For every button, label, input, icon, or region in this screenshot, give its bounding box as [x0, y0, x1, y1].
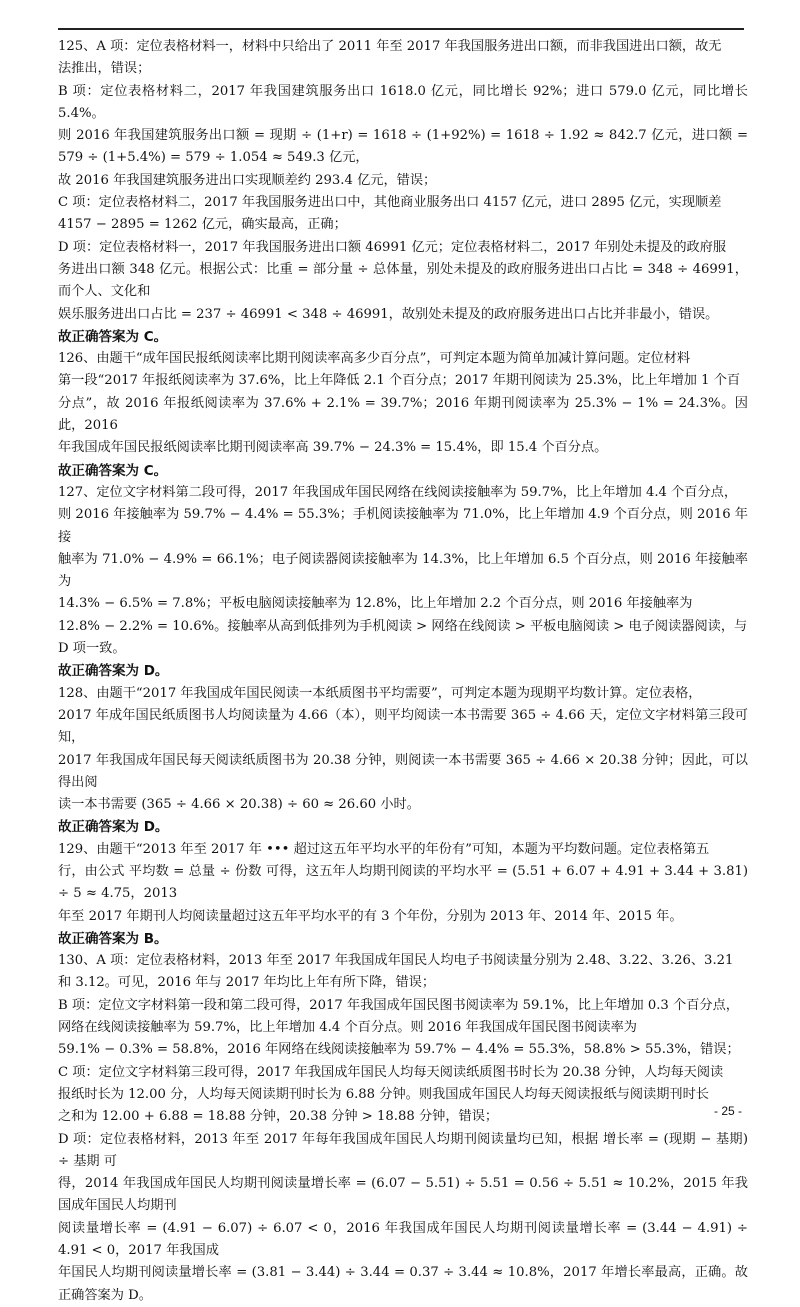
text-line: 读一本书需要 (365 ÷ 4.66 × 20.38) ÷ 60 ≈ 26.60 小时。 — [58, 797, 420, 813]
answer-line: 故正确答案为 C。 — [58, 462, 168, 479]
text-line: 阅读量增长率 = (4.91 − 6.07) ÷ 6.07 < 0，2016 年我国成年国民人均期刊阅读量增长率 = (3.44 − 4.91) ÷ 4.91 < 0，2017 年我国成 — [58, 1220, 748, 1259]
text-line: 务进出口额 348 亿元。根据公式：比重 = 部分量 ÷ 总体量，别处未提及的政府服务进出口占比 = 348 ÷ 46991，而个人、文化和 — [58, 261, 748, 300]
text-line: 2017 年成年国民纸质图书人均阅读量为 4.66（本），则平均阅读一本书需要 365 ÷ 4.66 天，定位文字材料第三段可知， — [58, 707, 748, 746]
text-line: 得，2014 年我国成年国民人均期刊阅读量增长率 = (6.07 − 5.51) ÷ 5.51 = 0.56 ÷ 5.51 ≈ 10.2%，2015 年我国成年国民人均期刊 — [58, 1176, 748, 1214]
text-line: 故 2016 年我国建筑服务进出口实现顺差约 293.4 亿元，错误； — [58, 172, 437, 188]
text-line: 网络在线阅读接触率为 59.7%，比上年增加 4.4 个百分点。则 2016 年我国成年国民图书阅读率为 — [58, 1020, 637, 1036]
text-line: 130、A 项：定位表格材料，2013 年至 2017 年我国成年国民人均电子书阅读量分别为 2.48、3.22、3.26、3.21 — [58, 953, 734, 969]
page-body — [58, 36, 748, 1307]
text-line: 行，由公式 平均数 = 总量 ÷ 份数 可得，这五年人均期刊阅读的平均水平 = (5.51 + 6.07 + 4.91 + 3.44 + 3.81) ÷ 5 ≈ 4.75，2013 — [58, 863, 748, 902]
text-line: 报纸时长为 12.00 分，人均每天阅读期刊时长为 6.88 分钟。则我国成年国民人均每天阅读报纸与阅读期刊时长 — [58, 1086, 709, 1102]
text-line: 12.8% − 2.2% = 10.6%。接触率从高到低排列为手机阅读 > 网络在线阅读 > 平板电脑阅读 > 电子阅读器阅读，与 — [58, 618, 748, 634]
text-line: D 项：定位表格材料一，2017 年我国服务进出口额 46991 亿元；定位表格材料二，2017 年别处未提及的政府服 — [58, 239, 727, 255]
text-line: 4157 − 2895 = 1262 亿元，确实最高，正确； — [58, 217, 347, 233]
text-line: C 项：定位文字材料第三段可得，2017 年我国成年国民人均每天阅读纸质图书时长为 20.38 分钟，人均每天阅读 — [58, 1064, 724, 1080]
page-number: - 25 - — [713, 1104, 742, 1118]
text-line: 年至 2017 年期刊人均阅读量超过这五年平均水平的有 3 个年份，分别为 2013 年、2014 年、2015 年。 — [58, 908, 683, 924]
text-line: D 项一致。 — [58, 641, 126, 657]
text-line: C 项：定位表格材料二，2017 年我国服务进出口中，其他商业服务出口 4157 亿元，进口 2895 亿元，实现顺差 — [58, 195, 722, 211]
text-line: 14.3% − 6.5% = 7.8%；平板电脑阅读接触率为 12.8%，比上年增加 2.2 个百分点，则 2016 年接触率为 — [58, 596, 693, 612]
text-line: 129、由题干“2013 年至 2017 年 ••• 超过这五年平均水平的年份有”可知，本题为平均数问题。定位表格第五 — [58, 841, 710, 857]
text-line: 59.1% − 0.3% = 58.8%，2016 年网络在线阅读接触率为 59.7% − 4.4% = 55.3%，58.8% > 55.3%，错误； — [58, 1042, 740, 1058]
text-line: 128、由题干“2017 年我国成年国民阅读一本纸质图书平均需要”，可判定本题为现期平均数计算。定位表格， — [58, 685, 702, 701]
text-line: 和 3.12。可见，2016 年与 2017 年均比上年有所下降，错误； — [58, 975, 436, 991]
answer-line: 故正确答案为 B。 — [58, 930, 168, 947]
answer-line: 故正确答案为 D。 — [58, 819, 169, 836]
text-line: 法推出，错误； — [58, 61, 151, 77]
text-line: 125、A 项：定位表格材料一，材料中只给出了 2011 年至 2017 年我国服务进出口额，而非我国进出口额，故无 — [58, 39, 722, 54]
answer-line: 故正确答案为 D。 — [58, 663, 169, 680]
text-line: 127、定位文字材料第二段可得，2017 年我国成年国民网络在线阅读接触率为 59.7%，比上年增加 4.4 个百分点， — [58, 484, 738, 500]
text-line: B 项：定位文字材料第一段和第二段可得，2017 年我国成年国民图书阅读率为 59.1%，比上年增加 0.3 个百分点， — [58, 997, 739, 1013]
text-line: D 项：定位表格材料，2013 年至 2017 年每年我国成年国民人均期刊阅读量均已知，根据 增长率 = (现期 − 基期) ÷ 基期 可 — [58, 1131, 748, 1169]
text-line: 则 2016 年接触率为 59.7% − 4.4% = 55.3%；手机阅读接触率为 71.0%，比上年增加 4.9 个百分点，则 2016 年接 — [58, 507, 748, 545]
text-line: 年国民人均期刊阅读量增长率 = (3.81 − 3.44) ÷ 3.44 = 0.37 ÷ 3.44 ≈ 10.8%，2017 年增长率最高，正确。故正确答案为 D。 — [58, 1265, 748, 1303]
text-line: 之和为 12.00 + 6.88 = 18.88 分钟，20.38 分钟 > 18.88 分钟，错误； — [58, 1109, 499, 1125]
text-line: 分点”，故 2016 年报纸阅读率为 37.6% + 2.1% = 39.7%；2016 年期刊阅读率为 25.3% − 1% = 24.3%。因此，2016 — [58, 395, 748, 434]
text-line: 第一段“2017 年报纸阅读率为 37.6%，比上年降低 2.1 个百分点；2017 年期刊阅读为 25.3%，比上年增加 1 个百 — [58, 373, 741, 389]
text-line: 娱乐服务进出口占比 = 237 ÷ 46991 < 348 ÷ 46991，故别处未提及的政府服务进出口占比并非最小，错误。 — [58, 306, 719, 322]
text-line: 则 2016 年我国建筑服务出口额 = 现期 ÷ (1+r) = 1618 ÷ (1+92%) = 1618 ÷ 1.92 ≈ 842.7 亿元，进口额 = 579 ÷ (1+5.4%) = 579 ÷ 1.054 ≈ 549.3 亿元， — [58, 128, 748, 166]
text-line: B 项：定位表格材料二，2017 年我国建筑服务出口 1618.0 亿元，同比增长 92%；进口 579.0 亿元，同比增长 5.4%。 — [58, 83, 748, 121]
answer-line: 故正确答案为 C。 — [58, 328, 168, 345]
header-rule — [58, 28, 744, 30]
text-line: 2017 年我国成年国民每天阅读纸质图书为 20.38 分钟，则阅读一本书需要 365 ÷ 4.66 × 20.38 分钟；因此，可以得出阅 — [58, 752, 748, 790]
text-line: 触率为 71.0% − 4.9% = 66.1%；电子阅读器阅读接触率为 14.3%，比上年增加 6.5 个百分点，则 2016 年接触率为 — [58, 551, 748, 590]
text-line: 126、由题干“成年国民报纸阅读率比期刊阅读率高多少百分点”，可判定本题为简单加减计算问题。定位材料 — [58, 351, 691, 367]
text-line: 年我国成年国民报纸阅读率比期刊阅读率高 39.7% − 24.3% = 15.4%，即 15.4 个百分点。 — [58, 440, 608, 456]
